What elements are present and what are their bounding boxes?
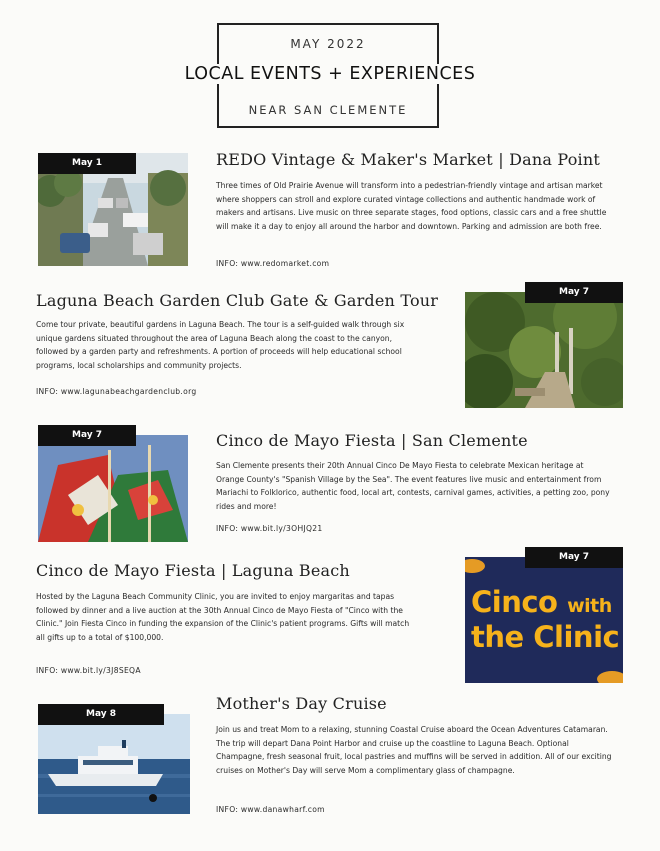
event-title: REDO Vintage & Maker's Market | Dana Point xyxy=(216,150,601,169)
date-tab: May 7 xyxy=(525,547,623,568)
event-description: Hosted by the Laguna Beach Community Clinic, you are invited to enjoy margaritas and tapas followed by dinner and a live auction at the 30th Annual Cinco de Mayo Fiesta of "Cinco with the Clinic." Join Fiesta Cinco in funding the expansion of the Clinic's patient programs. Gifts will match all gifts up to a total of $100,000. xyxy=(36,592,410,642)
event-info-link[interactable]: INFO: www.danawharf.com xyxy=(216,805,325,814)
event-title: Laguna Beach Garden Club Gate & Garden Tour xyxy=(36,291,439,310)
date-tab: May 1 xyxy=(38,153,136,174)
cinco-graphic xyxy=(465,557,623,683)
boat-image xyxy=(38,714,190,814)
event-info-link[interactable]: INFO: www.bit.ly/3OHJQ21 xyxy=(216,524,323,533)
fiesta-photo xyxy=(38,435,188,542)
event-info-link[interactable]: INFO: www.lagunabeachgardenclub.org xyxy=(36,387,197,396)
event-description: Join us and treat Mom to a relaxing, stunning Coastal Cruise aboard the Ocean Adventures Catamaran. The trip will depart Dana Point Harbor and cruise up the coastline to Laguna Beach. Optional Champagne, fresh seasonal fruit, local pastries and muffins will be served in addition. All of our exciting cruises on Mother's Day will serve Mom a complimentary glass of champagne. xyxy=(216,725,612,775)
event-description: Come tour private, beautiful gardens in Laguna Beach. The tour is a self-guided walk through six unique gardens situated throughout the area of Laguna Beach along the coast to the canyon, followed by a garden party and refreshments. A portion of proceeds will help educational school programs, local scholarships and community projects. xyxy=(36,320,405,370)
cinco-line1-small: with xyxy=(567,595,612,617)
event-title: Cinco de Mayo Fiesta | Laguna Beach xyxy=(36,561,350,580)
event-info-link[interactable]: INFO: www.redomarket.com xyxy=(216,259,330,268)
fiesta-image xyxy=(38,435,188,542)
event-title: Cinco de Mayo Fiesta | San Clemente xyxy=(216,431,528,450)
event-info-link[interactable]: INFO: www.bit.ly/3J8SEQA xyxy=(36,666,141,675)
header-month: MAY 2022 xyxy=(290,37,366,51)
page-title: LOCAL EVENTS + EXPERIENCES xyxy=(160,64,500,84)
event-description: San Clemente presents their 20th Annual Cinco De Mayo Fiesta to celebrate Mexican heritage at Orange County's "Spanish Village by the Sea". The event features live music and entertainment from Mariachi to Folklorico, authentic food, local art, contests, carnival games, activities, a petting zoo, pony rides and more! xyxy=(216,461,610,511)
header-subtitle: NEAR SAN CLEMENTE xyxy=(248,103,408,117)
date-tab: May 7 xyxy=(525,282,623,303)
event-title: Mother's Day Cruise xyxy=(216,694,387,713)
garden-image xyxy=(465,292,623,408)
date-tab: May 7 xyxy=(38,425,136,446)
cinco-confetti xyxy=(597,671,623,683)
cinco-graphic-text xyxy=(471,587,619,653)
cinco-line2: the Clinic xyxy=(471,620,620,654)
cinco-line1: Cinco xyxy=(471,585,558,619)
cinco-confetti xyxy=(465,559,485,573)
date-tab: May 8 xyxy=(38,704,164,725)
garden-photo xyxy=(465,292,623,408)
boat-photo xyxy=(38,714,190,814)
event-description: Three times of Old Prairie Avenue will transform into a pedestrian-friendly vintage and artisan market where shoppers can stroll and explore curated vintage collections and authentic handmade work of makers and artisans. Live music on three separate stages, food options, classic cars and a free shuttle will make it a day to enjoy all around the harbor and downtown. Parking and admission are both free. xyxy=(216,181,607,231)
